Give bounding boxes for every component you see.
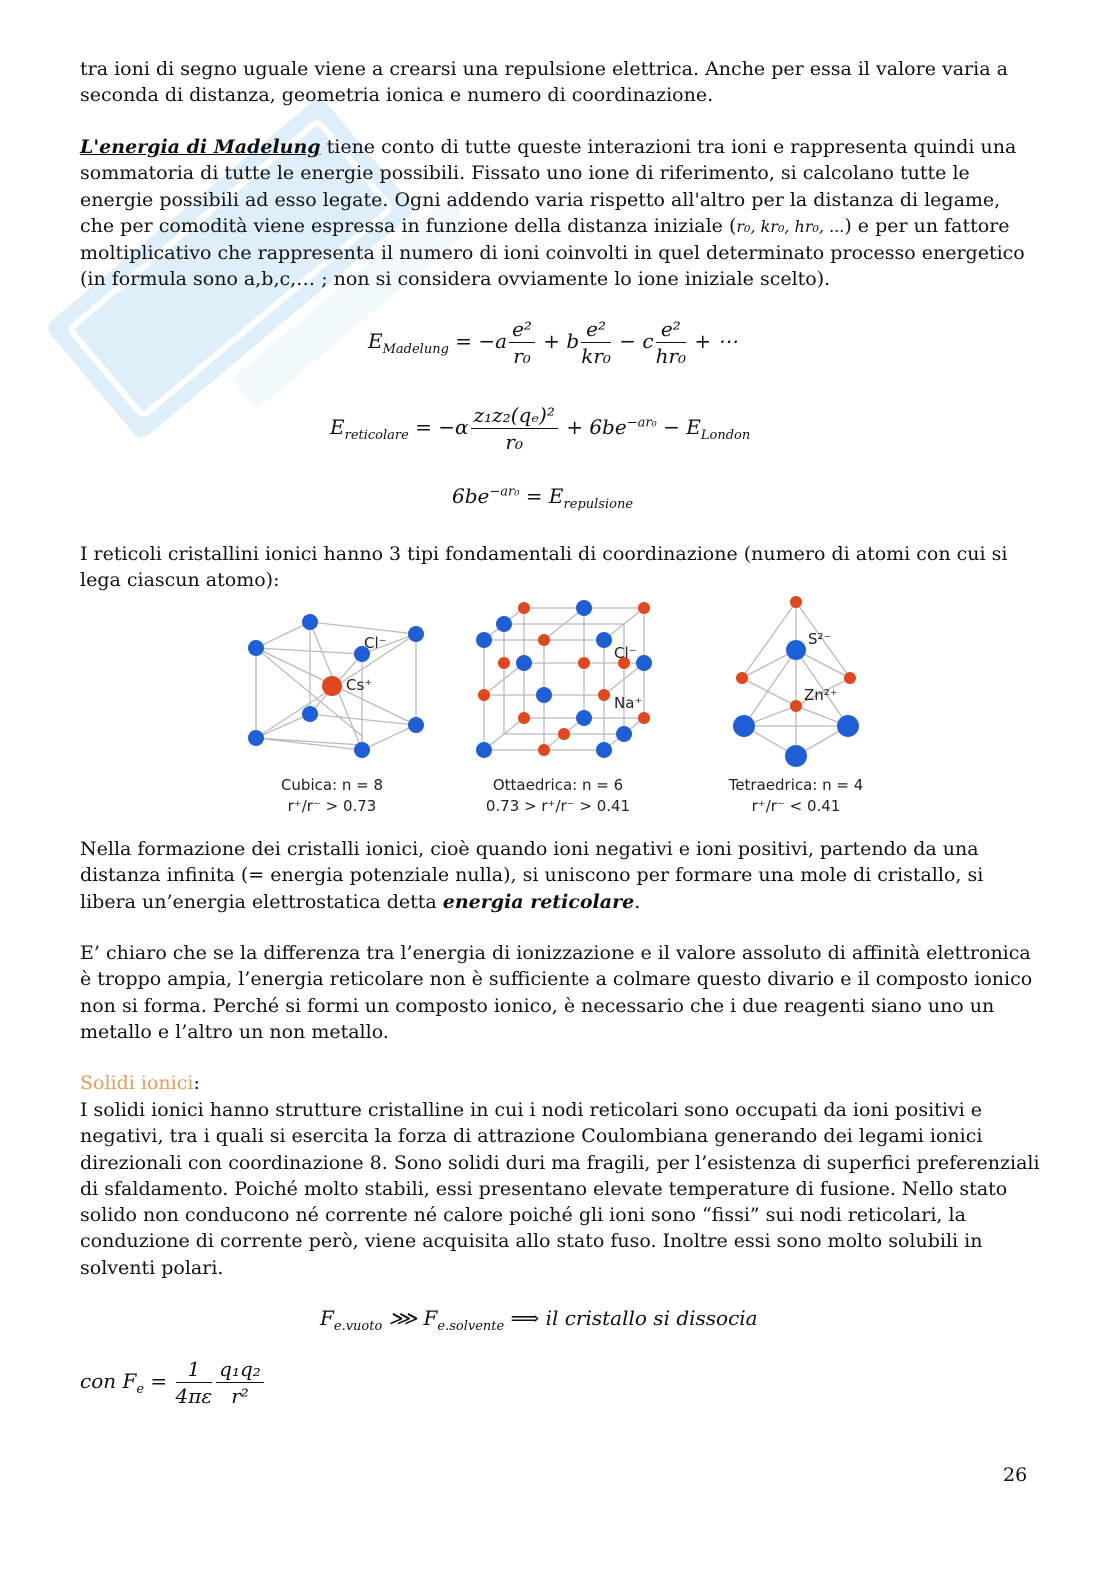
ion-label-cl-cubic: Cl⁻	[364, 634, 387, 652]
paragraph-madelung	[80, 134, 1040, 293]
ion-label-zn: Zn²⁺	[804, 686, 838, 704]
paragraph-lattice-energy: Nella formazione dei cristalli ionici, cioè quando ioni negativi e ioni positivi, partendo da una distanza infinita (= energia potenziale nulla), si uniscono per formare una mole di cristallo, si libera un’energia elettrostatica detta energia reticolare.	[80, 838, 984, 913]
paragraph-ionic-compound: E’ chiaro che se la differenza tra l’energia di ionizzazione e il valore assoluto di affinità elettronica è troppo ampia, l’energia reticolare non è sufficiente a colmare questo divario e il composto ionico non si forma. Perché si formi un composto ionico, è necessario che i due reagenti siano uno un metallo e l’altro un non metallo.	[80, 942, 1033, 1043]
tetrahedral-lattice-lines	[742, 602, 850, 756]
madelung-text-a: tiene conto di tutte queste interazioni tra ioni e rappresenta quindi una sommatoria di tutte le energie possibili. Fissato uno ione di riferimento, si calcolano tutte le energie possibili ad esso legate. Ogni addendo varia rispetto all'altro per la distanza di legame, che per comodità viene espressa in funzione della distanza iniziale (	[80, 136, 1017, 237]
equation-lattice-energy: $E_{reticolare} = -\alpha$ $\frac{\text{z₁z₂(qₑ)²}}{\text{r₀}}$ + $6be^{-ar_0} - E_{London}$	[330, 403, 751, 454]
caption-cubic-ratio: r⁺/r⁻ > 0.73	[287, 797, 377, 815]
caption-cubic-type: Cubica: n = 8	[280, 776, 384, 794]
equation-coulomb-force: con $F_e$ = $\frac{1}{4\pi\varepsilon}$ $\frac{\text{q₁q₂}}{\text{r²}}$	[80, 1356, 266, 1409]
equation-repulsion: $6be^{-ar_0} = E_{repulsione}$	[452, 484, 634, 512]
ion-label-cl-octa: Cl⁻	[614, 644, 637, 662]
madelung-term: L'energia di Madelung	[80, 136, 321, 158]
lattice-energy-term: energia reticolare	[442, 890, 635, 913]
caption-tetrahedral-type: Tetraedrica: n = 4	[728, 776, 864, 794]
paragraph-coordination: I reticoli cristallini ionici hanno 3 tipi fondamentali di coordinazione (numero di atomi con cui si lega ciascun atomo):	[80, 543, 1008, 592]
crystal-structures-figure	[230, 590, 890, 820]
caption-octahedral-type: Ottaedrica: n = 6	[492, 776, 624, 794]
cubic-lattice-ions	[248, 614, 424, 758]
madelung-distances: r₀, kr₀, hr₀, ...	[736, 216, 845, 236]
caption-tetrahedral-ratio: r⁺/r⁻ < 0.41	[751, 797, 841, 815]
section-heading-solidi-ionici: Solidi ionici:	[80, 1072, 200, 1094]
madelung-text-c: ) e per un fattore moltiplicativo che rappresenta il numero di ioni coinvolti in quel determinato processo energetico (in formula sono a,b,c,… ; non si considera ovviamente lo ione iniziale scelto).	[80, 214, 1025, 291]
ion-label-s: S²⁻	[808, 630, 832, 648]
page-number: 26	[1003, 1464, 1028, 1486]
equation-force-comparison: $F_{e.vuoto}$ ⋙ $F_{e.solvente}$ ⟹ il cristallo si dissocia	[320, 1306, 758, 1334]
paragraph-ionic-solids: I solidi ionici hanno strutture cristalline in cui i nodi reticolari sono occupati da ioni positivi e negativi, tra i quali si esercita la forza di attrazione Coulombiana generando dei legami ionici direzionali con coordinazione 8. Sono solidi duri ma fragili, per l’esistenza di superfici preferenziali di sfaldamento. Poiché molto stabili, essi presentano elevate temperature di fusione. Nello stato solido non conducono né corrente né calore poiché gli ioni sono “fissi” sui nodi reticolari, la conduzione di corrente però, viene acquisita allo stato fuso. Inoltre essi sono molto solubili in solventi polari.	[80, 1099, 1040, 1279]
ion-label-cs: Cs⁺	[346, 676, 373, 694]
equation-madelung: $E_{Madelung} = -a$ $\frac{\text{e²}}{\text{r₀}}$ + b $\frac{\text{e²}}{\text{kr₀}}$ − c $\frac{\text{e²}}{\text{hr₀}}$ + ⋯	[368, 317, 738, 368]
paragraph-repulsion: tra ioni di segno uguale viene a crearsi una repulsione elettrica. Anche per essa il valore varia a seconda di distanza, geometria ionica e numero di coordinazione.	[80, 58, 1008, 107]
ion-label-na: Na⁺	[614, 694, 643, 712]
caption-octahedral-ratio: 0.73 > r⁺/r⁻ > 0.41	[485, 797, 631, 815]
